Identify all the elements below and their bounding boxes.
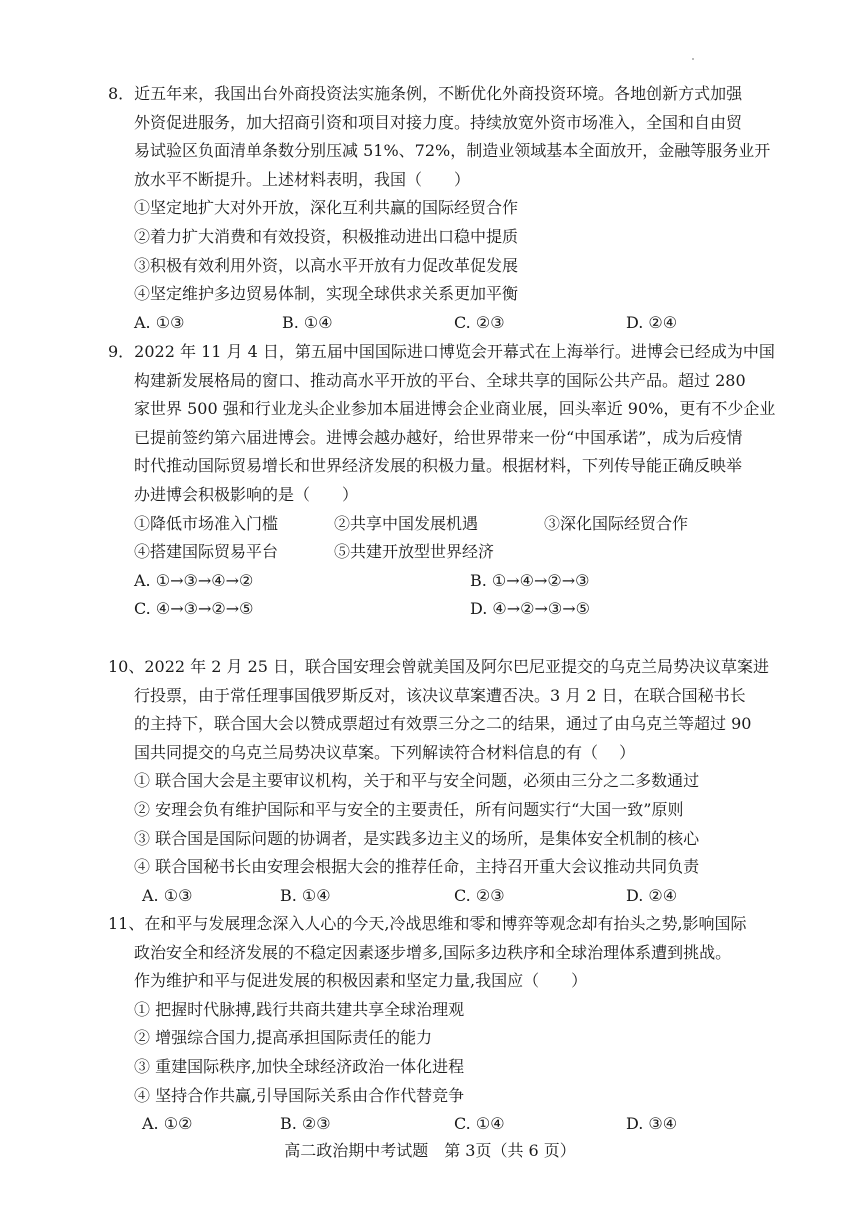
option-c[interactable]: C. ④→③→②→⑤ xyxy=(134,599,254,619)
choice-item: ① 把握时代脉搏,践行共商共建共享全球治理观 xyxy=(134,999,465,1019)
question-stem-line: 外资促进服务，加大招商引资和项目对接力度。持续放宽外资市场准入，全国和自由贸 xyxy=(134,112,743,132)
option-d[interactable]: D. ②④ xyxy=(626,312,678,332)
option-b[interactable]: B. ①④ xyxy=(280,885,331,905)
question-10 xyxy=(108,653,820,910)
option-c[interactable]: C. ①④ xyxy=(454,1114,505,1134)
choice-item: ④坚定维护多边贸易体制，实现全球供求关系更加平衡 xyxy=(134,284,519,304)
choice-item: ①降低市场准入门槛 xyxy=(134,513,279,533)
question-stem-line: 已提前签约第六届进博会。进博会越办越好，给世界带来一份“中国承诺”，成为后疫情 xyxy=(134,427,743,447)
choice-item: ② 增强综合国力,提高承担国际责任的能力 xyxy=(134,1028,433,1048)
question-stem-line: 时代推动国际贸易增长和世界经济发展的积极力量。根据材料，下列传导能正确反映举 xyxy=(134,456,743,476)
choice-item: ②着力扩大消费和有效投资，积极推动进出口稳中提质 xyxy=(134,226,519,246)
option-a[interactable]: A. ①→③→④→② xyxy=(134,570,254,590)
question-stem-line: 的主持下，联合国大会以赞成票超过有效票三分之二的结果，通过了由乌克兰等超过 90 xyxy=(134,714,752,734)
question-stem-line: 10、2022 年 2 月 25 日，联合国安理会曾就美国及阿尔巴尼亚提交的乌克兰局势决议草案进 xyxy=(108,657,770,676)
choice-item: ④ 坚持合作共赢,引导国际关系由合作代替竞争 xyxy=(134,1085,465,1105)
question-stem-line: 家世界 500 强和行业龙头企业参加本届进博会企业商业展，回头率近 90%，更有不少企业 xyxy=(134,399,776,419)
page-footer: 高二政治期中考试题 第 3页（共 6 页） xyxy=(284,1141,576,1160)
question-stem-line: 行投票，由于常任理事国俄罗斯反对，该决议草案遭否决。3 月 2 日，在联合国秘书长 xyxy=(134,685,746,705)
answer-options xyxy=(108,1110,820,1139)
question-stem-line: 8．近五年来，我国出台外商投资法实施条例，不断优化外商投资环境。各地创新方式加强 xyxy=(108,84,743,103)
option-b[interactable]: B. ②③ xyxy=(280,1114,331,1134)
question-stem-line: 国共同提交的乌克兰局势决议草案。下列解读符合材料信息的有（ ） xyxy=(134,742,636,762)
choice-item: ③积极有效利用外资，以高水平开放有力促改革促发展 xyxy=(134,255,519,275)
choice-item: ② 安理会负有维护国际和平与安全的主要责任，所有问题实行“大国一致”原则 xyxy=(134,799,684,819)
question-8 xyxy=(108,80,820,337)
question-9 xyxy=(108,338,820,624)
option-b[interactable]: B. ①→④→②→③ xyxy=(470,570,590,590)
choice-item: ①坚定地扩大对外开放，深化互利共赢的国际经贸合作 xyxy=(134,198,519,218)
question-stem-line: 11、在和平与发展理念深入人心的今天,冷战思维和零和博弈等观念却有抬头之势,影响国际 xyxy=(108,914,747,933)
choice-item: ②共享中国发展机遇 xyxy=(334,513,479,533)
choice-item: ③ 重建国际秩序,加快全球经济政治一体化进程 xyxy=(134,1056,465,1076)
choice-item: ④ 联合国秘书长由安理会根据大会的推荐任命，主持召开重大会议推动共同负责 xyxy=(134,857,700,877)
answer-options xyxy=(108,595,820,624)
choice-item: ④搭建国际贸易平台 xyxy=(134,542,279,562)
option-a[interactable]: A. ①② xyxy=(142,1114,193,1134)
question-stem-line: 政治安全和经济发展的不稳定因素逐步增多,国际多边秩序和全球治理体系遭到挑战。 xyxy=(134,942,732,962)
question-stem-line: 放水平不断提升。上述材料表明，我国（ ） xyxy=(134,169,471,189)
option-d[interactable]: D. ②④ xyxy=(626,885,678,905)
question-stem-line: 办进博会积极影响的是（ ） xyxy=(134,484,359,504)
question-stem-line: 9．2022 年 11 月 4 日，第五届中国国际进口博览会开幕式在上海举行。进博会已经成为中国 xyxy=(108,342,775,361)
question-11 xyxy=(108,910,820,1139)
choice-item: ① 联合国大会是主要审议机构，关于和平与安全问题，必须由三分之二多数通过 xyxy=(134,771,700,791)
option-a[interactable]: A. ①③ xyxy=(134,312,185,332)
choice-item: ③ 联合国是国际问题的协调者，是实践多边主义的场所，是集体安全机制的核心 xyxy=(134,828,700,848)
option-d[interactable]: D. ④→②→③→⑤ xyxy=(470,599,591,619)
question-stem-line: 构建新发展格局的窗口、推动高水平开放的平台、全球共享的国际公共产品。超过 280 xyxy=(134,370,746,390)
answer-options xyxy=(108,567,820,596)
option-a[interactable]: A. ①③ xyxy=(142,885,193,905)
choice-item: ⑤共建开放型世界经济 xyxy=(334,542,495,562)
answer-options xyxy=(108,882,820,911)
option-c[interactable]: C. ②③ xyxy=(454,312,505,332)
option-c[interactable]: C. ②③ xyxy=(454,885,505,905)
choice-items-row xyxy=(108,538,820,567)
question-stem-line: 作为维护和平与促进发展的积极因素和坚定力量,我国应（ ） xyxy=(134,971,588,991)
choice-item: ③深化国际经贸合作 xyxy=(544,513,689,533)
option-b[interactable]: B. ①④ xyxy=(282,312,333,332)
question-stem-line: 易试验区负面清单条数分别压减 51%、72%，制造业领域基本全面放开，金融等服务业开 xyxy=(134,141,771,161)
choice-items-row xyxy=(108,510,820,539)
scan-mark xyxy=(692,58,694,60)
option-d[interactable]: D. ③④ xyxy=(626,1114,678,1134)
answer-options xyxy=(108,309,820,338)
